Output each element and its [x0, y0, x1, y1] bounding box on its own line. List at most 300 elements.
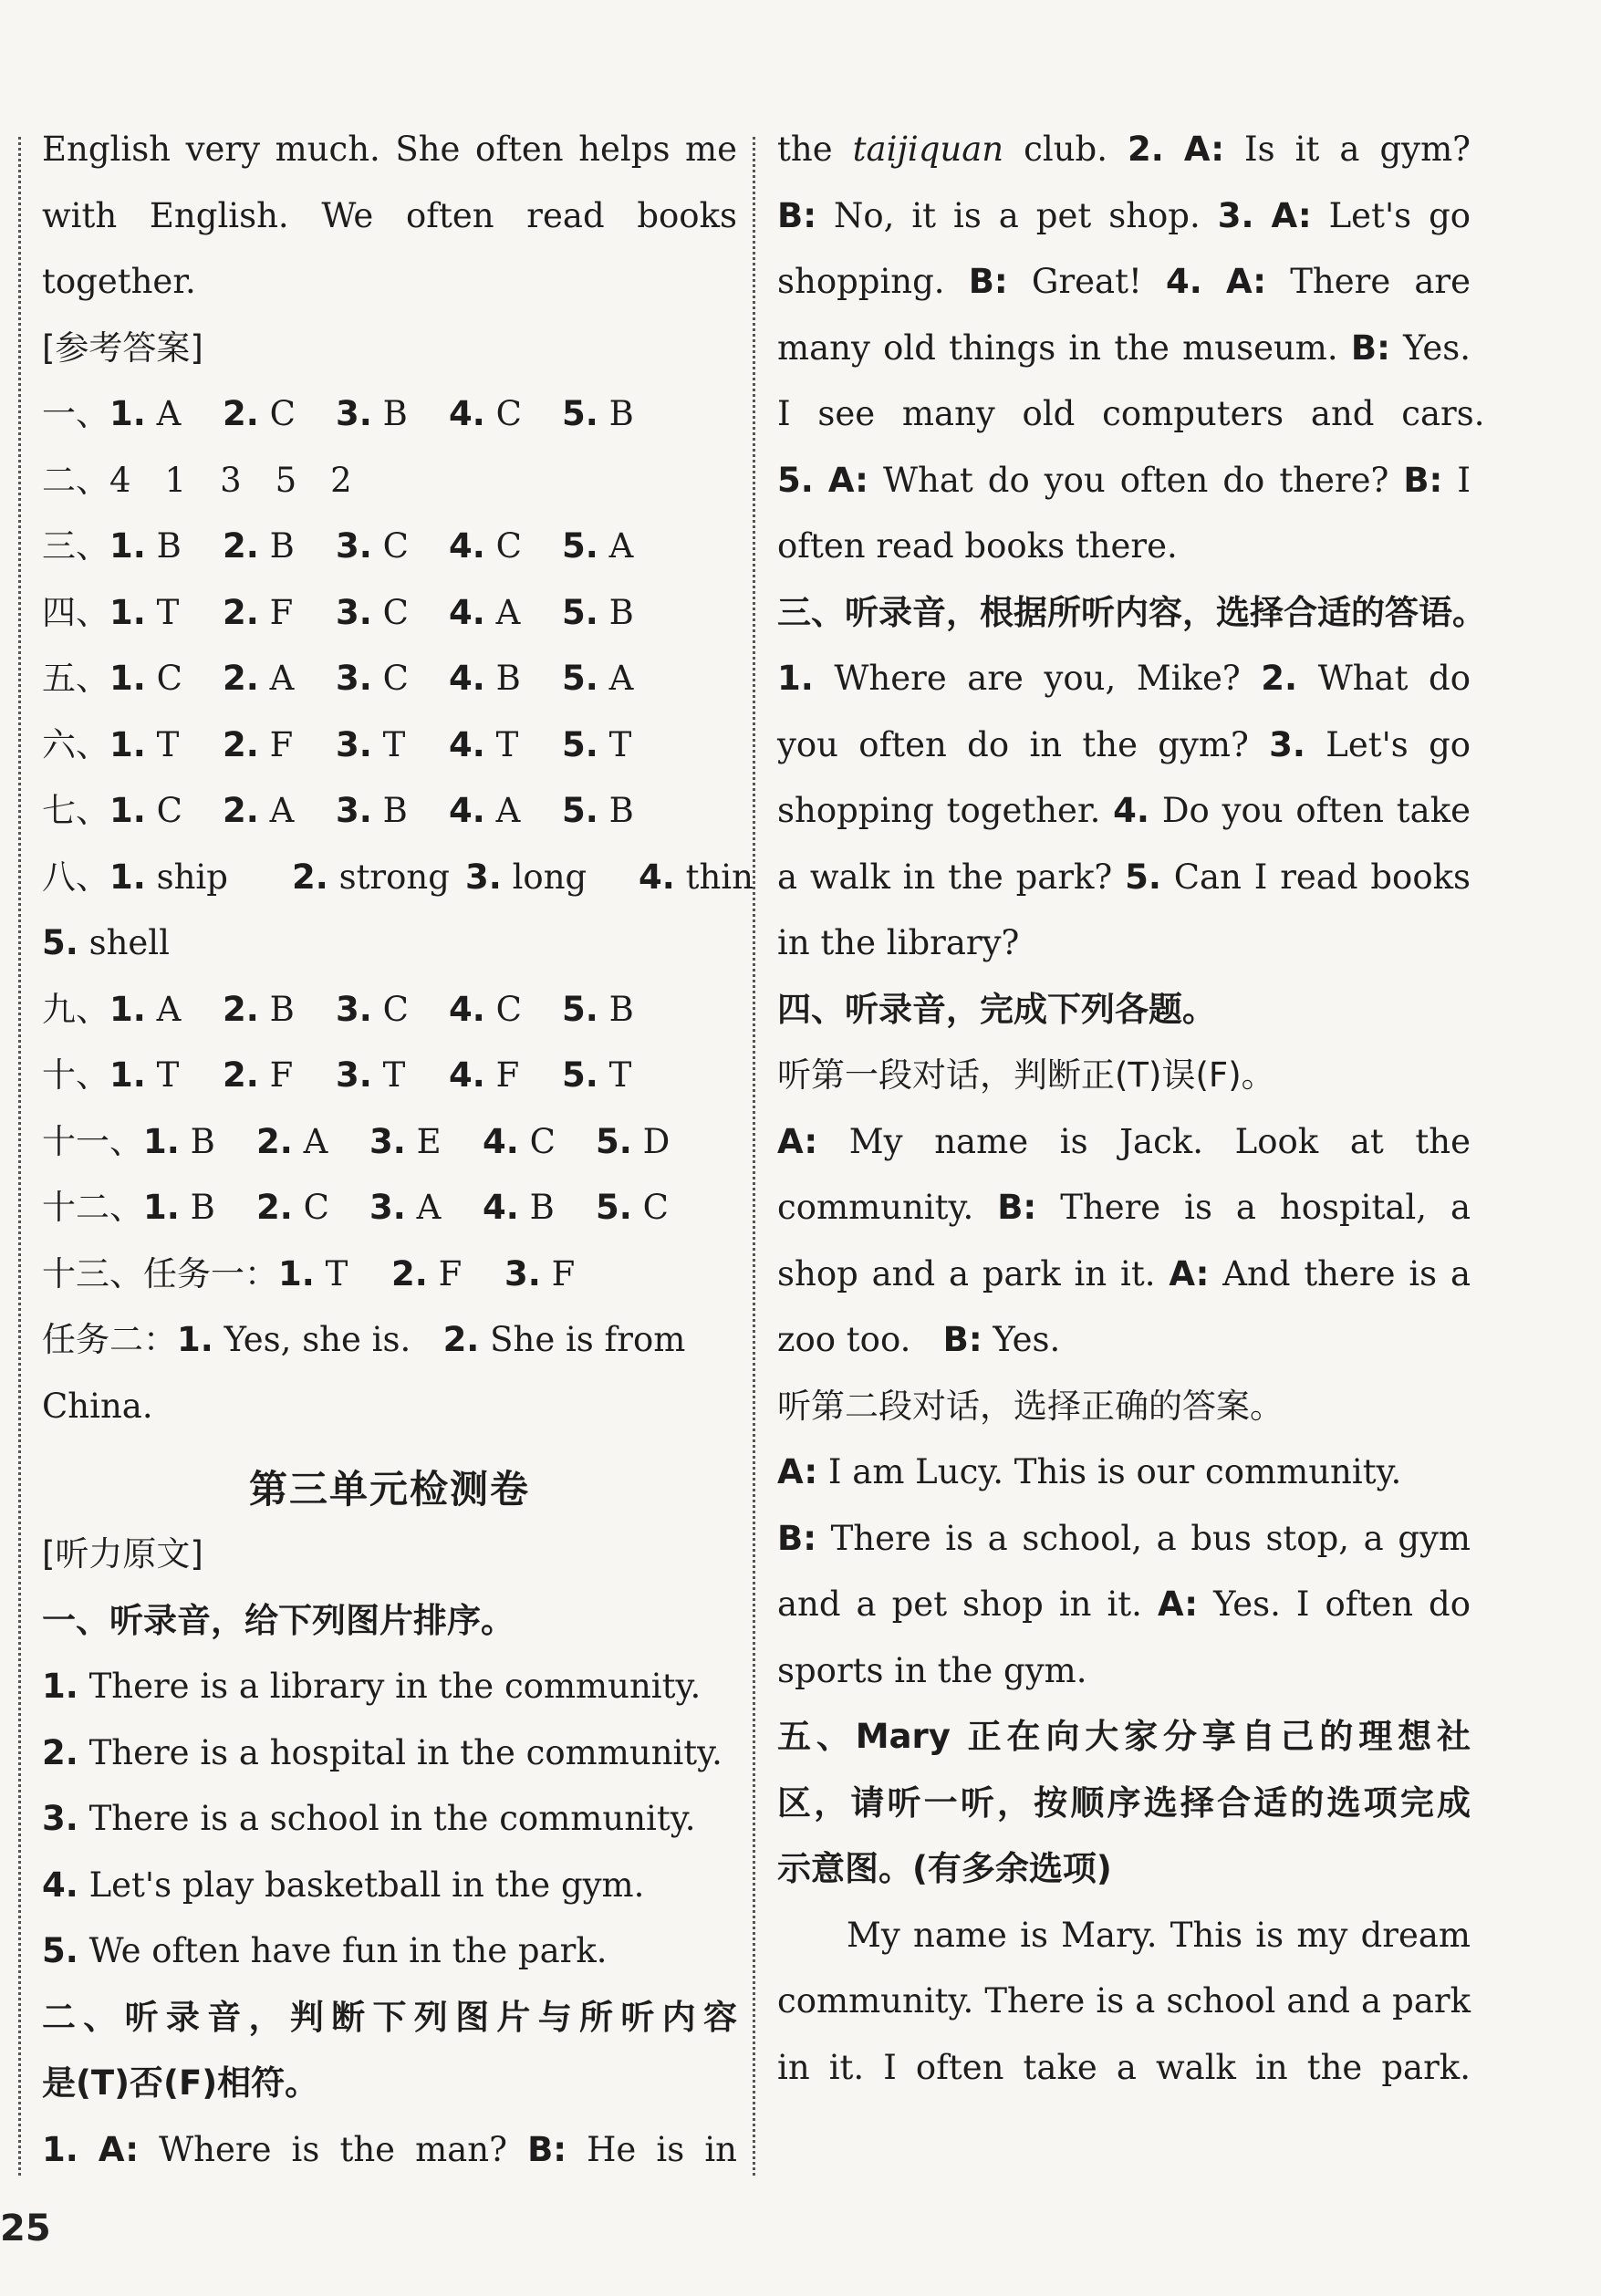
text: and a pet shop in it.	[777, 1584, 1142, 1624]
answer-value: C	[382, 592, 409, 632]
answer-item	[449, 514, 562, 580]
answer-num: 5.	[562, 791, 598, 830]
answer-value: A	[269, 791, 295, 830]
answer-row	[42, 1109, 737, 1176]
answer-label: [参考答案]	[42, 327, 203, 368]
answer-item	[109, 977, 223, 1044]
answer-num: 4.	[449, 791, 485, 830]
part1-item	[42, 1918, 737, 1985]
part1-item	[42, 1786, 737, 1853]
passage-line: with English. We often read books	[42, 195, 737, 235]
answer-value: A	[495, 592, 521, 632]
answer-item	[369, 1109, 483, 1176]
answer-num: 4.	[449, 724, 485, 764]
answer-num: 1.	[109, 659, 146, 698]
answer-value: F	[269, 724, 294, 764]
answer-value: C	[303, 1188, 329, 1227]
task2-label: 任务二：	[42, 1320, 177, 1359]
answer-item	[256, 1175, 369, 1242]
answer-num: 3.	[369, 1121, 406, 1161]
answer-item	[336, 580, 449, 647]
answer-item	[562, 580, 675, 647]
answer-num: 1.	[278, 1253, 315, 1293]
part2-title: 二、听录音，判断下列图片与所听内容	[42, 1997, 737, 2037]
q-num: 3.	[1217, 195, 1254, 235]
part4-title: 四、听录音，完成下列各题。	[777, 989, 1216, 1029]
part3-line	[777, 778, 1471, 845]
q-num: 5.	[1125, 857, 1161, 897]
task2-q2-num: 2.	[442, 1320, 480, 1359]
answer-item	[483, 1109, 596, 1176]
text: you often do in the gym?	[777, 724, 1249, 764]
answer-item	[483, 1175, 596, 1242]
left-column	[42, 117, 754, 2183]
answer-num: 2.	[223, 394, 259, 433]
dialogue-line	[777, 316, 1471, 382]
part1-text: There is a library in the community.	[88, 1667, 702, 1706]
answer-value: B	[382, 791, 408, 830]
answer-row-label: 十一、	[42, 1121, 143, 1161]
answer-value: B	[608, 989, 634, 1029]
answer-value: C	[495, 989, 522, 1029]
answer-row-label: 十三、任务一：	[42, 1253, 278, 1293]
q-num: 2.	[1261, 659, 1298, 698]
part4-line	[777, 1506, 1471, 1573]
answer-value: B	[382, 394, 408, 433]
text: shopping together.	[777, 791, 1101, 830]
answer-task2	[42, 1307, 737, 1374]
part4-line	[777, 1242, 1471, 1308]
part2-q1	[42, 2117, 737, 2184]
answer-num: 1.	[109, 724, 146, 764]
speaker-b: B:	[997, 1188, 1037, 1227]
answer-item	[109, 778, 223, 845]
answer-num: 1.	[109, 526, 146, 566]
text: I	[1457, 460, 1471, 500]
speaker-b: B:	[942, 1320, 982, 1359]
part4-line	[777, 1439, 1471, 1506]
answer-value: B	[156, 526, 182, 566]
passage-line: English very much. She often helps me	[42, 130, 737, 169]
answer-value: C	[529, 1121, 556, 1161]
answer-num: 5.	[42, 923, 78, 962]
answer-row	[42, 712, 737, 779]
italic-term: taijiquan	[852, 130, 1004, 169]
text: I am Lucy. This is our community.	[827, 1452, 1402, 1491]
answer-row	[42, 845, 754, 911]
speaker-b: B:	[527, 2129, 567, 2169]
part3-title: 三、听录音，根据所听内容，选择合适的答语。	[777, 592, 1486, 632]
answer-num: 5.	[596, 1121, 632, 1161]
speaker-b: B:	[777, 1518, 816, 1558]
answer-item	[223, 778, 336, 845]
answer-num: 5.	[562, 659, 598, 698]
task2-q1-num: 1.	[177, 1320, 213, 1359]
answer-item	[336, 514, 449, 580]
answer-value: B	[269, 526, 295, 566]
q-num: 3.	[1269, 724, 1305, 764]
answer-item	[109, 381, 223, 448]
answer-value: A	[269, 659, 295, 698]
answer-item	[336, 646, 449, 712]
answer-value: B	[608, 592, 634, 632]
part4-line	[777, 1572, 1471, 1638]
answer-row-label: 四、	[42, 592, 109, 632]
speaker-a: A:	[777, 1121, 818, 1161]
answer-value: F	[551, 1253, 576, 1293]
dialogue-line	[777, 249, 1471, 316]
answer-value: T	[156, 724, 180, 764]
dialogue-line: I see many old computers and cars.	[777, 394, 1485, 433]
speaker-a: A:	[1271, 195, 1312, 235]
answer-value: B	[529, 1188, 555, 1227]
answer-item	[449, 778, 562, 845]
answer-value: ship	[156, 857, 228, 897]
part3-line	[777, 845, 1471, 911]
answer-value: T	[608, 1055, 632, 1095]
text: There is a school, a bus stop, a gym	[830, 1518, 1471, 1558]
part4-subtitle: 听第二段对话，选择正确的答案。	[777, 1386, 1284, 1426]
answer-item	[562, 514, 675, 580]
answer-num: 5.	[562, 1055, 598, 1095]
answer-row	[42, 1043, 737, 1109]
answer-value: B	[608, 791, 634, 830]
answer-value: T	[156, 1055, 180, 1095]
answer-num: 4.	[449, 526, 485, 566]
answer-num: 2.	[223, 724, 259, 764]
answer-row	[42, 580, 737, 647]
part3-line	[777, 646, 1471, 712]
passage-line: My name is Mary. This is my dream	[847, 1915, 1471, 1955]
text: many old things in the museum.	[777, 327, 1338, 368]
answer-item	[391, 1242, 504, 1308]
answer-item	[596, 1109, 709, 1176]
speaker-a: A:	[1169, 1253, 1210, 1293]
q-num: 1.	[42, 1667, 78, 1706]
part1-item	[42, 1654, 737, 1720]
answer-num: 3.	[336, 592, 372, 632]
answer-num: 2.	[223, 1055, 259, 1095]
text: a walk in the park?	[777, 857, 1113, 897]
answer-value: B	[190, 1121, 215, 1161]
answer-num: 3.	[336, 791, 372, 830]
answer-item	[292, 845, 465, 911]
answer-num: 2.	[223, 989, 259, 1029]
task2-q1-answer: Yes, she is.	[224, 1320, 411, 1359]
answer-num: 3.	[336, 394, 372, 433]
q-num: 5.	[777, 460, 814, 500]
answer-row	[42, 381, 737, 448]
speaker-a: A:	[98, 2129, 140, 2169]
answer-value: T	[156, 592, 180, 632]
answer-row-label: 五、	[42, 659, 109, 698]
speaker-b: B:	[1403, 460, 1443, 500]
answer-value: C	[156, 659, 182, 698]
answer-value: C	[382, 526, 409, 566]
answer-item	[562, 646, 675, 712]
answer-value: A	[156, 394, 182, 433]
passage-line: together.	[42, 262, 196, 301]
speaker-b: B:	[968, 262, 1008, 301]
text: Do you often take	[1161, 791, 1471, 830]
answer-row-label: 六、	[42, 724, 109, 764]
answer-item	[223, 580, 336, 647]
answer-item	[504, 1242, 618, 1308]
answer-item	[449, 646, 562, 712]
part4-line: sports in the gym.	[777, 1650, 1087, 1690]
answer-row	[42, 646, 737, 712]
answer-num: 3.	[336, 1055, 372, 1095]
answer-value: C	[269, 394, 296, 433]
dialogue-line: often read books there.	[777, 526, 1178, 566]
answer-row-label: 一、	[42, 394, 109, 433]
text: the	[777, 130, 833, 169]
answer-value: A	[495, 791, 521, 830]
text: Yes. I often do	[1213, 1584, 1471, 1624]
answer-item	[562, 977, 675, 1044]
answer-item	[562, 778, 675, 845]
answer-num: 1.	[143, 1188, 180, 1227]
answer-value: C	[495, 526, 522, 566]
part1-list	[42, 1654, 737, 1985]
answer-num: 5.	[562, 989, 598, 1029]
answer-num: 2.	[223, 791, 259, 830]
text: Where are you, Mike?	[834, 659, 1241, 698]
answer-row-label: 十、	[42, 1055, 109, 1095]
answer-value: F	[438, 1253, 463, 1293]
answer-item	[42, 910, 215, 977]
answer-row-label: 七、	[42, 791, 109, 830]
passage-line: community. There is a school and a park	[777, 1981, 1471, 2021]
answer-item	[465, 845, 639, 911]
answer-item	[256, 1109, 369, 1176]
answer-num: 3.	[336, 659, 372, 698]
dialogue-line	[777, 117, 1471, 183]
answer-value: A	[303, 1121, 328, 1161]
q-num: 5.	[42, 1931, 78, 1970]
part1-text: There is a school in the community.	[88, 1799, 696, 1838]
q-num: 2.	[1128, 130, 1164, 169]
part4-line	[777, 1307, 1471, 1374]
answer-value: T	[382, 1055, 406, 1095]
answer-item	[223, 381, 336, 448]
answer-num: 3.	[336, 724, 372, 764]
answer-value: C	[382, 659, 409, 698]
text: Yes.	[993, 1320, 1061, 1359]
answer-row	[42, 1242, 737, 1308]
answer-value: shell	[88, 923, 170, 962]
speaker-b: B:	[777, 195, 816, 235]
answer-value: thin	[685, 857, 754, 897]
dialogue-text: He is in	[587, 2129, 737, 2169]
answer-item	[278, 1242, 391, 1308]
answer-row	[42, 778, 737, 845]
text: Let's go	[1326, 724, 1471, 764]
answer-item	[449, 1043, 562, 1109]
text: My name is Jack. Look at the	[848, 1121, 1471, 1161]
part5-title: 区，请听一听，按顺序选择合适的选项完成	[777, 1782, 1471, 1823]
answer-row-label: 二、	[42, 460, 109, 500]
answer-num: 4.	[449, 659, 485, 698]
q-num: 4.	[1113, 791, 1149, 830]
speaker-b: B:	[1350, 327, 1390, 368]
answer-num: 5.	[562, 526, 598, 566]
answer-item	[143, 1175, 256, 1242]
answer-row-label: 九、	[42, 989, 109, 1029]
answer-num: 5.	[562, 724, 598, 764]
answer-num: 3.	[465, 857, 502, 897]
text: shopping.	[777, 262, 945, 301]
answer-value: C	[642, 1188, 669, 1227]
part1-text: Let's play basketball in the gym.	[88, 1865, 645, 1905]
answer-item	[109, 514, 223, 580]
answer-item	[449, 712, 562, 779]
part4-subtitle: 听第一段对话，判断正(T)误(F)。	[777, 1055, 1275, 1095]
task2-q2-continued: China.	[42, 1386, 153, 1426]
answer-value: F	[495, 1055, 520, 1095]
answer-num: 1.	[143, 1121, 180, 1161]
answer-value: D	[642, 1121, 671, 1161]
answer-item	[109, 1043, 223, 1109]
answer-row	[42, 448, 737, 514]
answer-value: E	[416, 1121, 442, 1161]
part4-line	[777, 1175, 1471, 1242]
answer-row	[42, 910, 737, 977]
text: Great!	[1031, 262, 1142, 301]
answer-item	[336, 381, 449, 448]
answer-row	[42, 977, 737, 1044]
part1-title: 一、听录音，给下列图片排序。	[42, 1600, 515, 1640]
answer-num: 4.	[449, 1055, 485, 1095]
q-num: 1.	[777, 659, 814, 698]
part1-text: We often have fun in the park.	[88, 1931, 608, 1970]
answer-item	[143, 1109, 256, 1176]
answer-num: 4.	[449, 989, 485, 1029]
answer-num: 2.	[223, 592, 259, 632]
part2-title-cont: 是(T)否(F)相符。	[42, 2063, 319, 2103]
answer-num: 5.	[562, 592, 598, 632]
text: And there is a	[1222, 1253, 1471, 1293]
left-margin-divider	[18, 137, 21, 2176]
speaker-a: A:	[827, 460, 868, 500]
answer-item	[336, 1043, 449, 1109]
answer-num: 3.	[504, 1253, 541, 1293]
part3-line	[777, 712, 1471, 779]
part3-line: in the library?	[777, 923, 1020, 962]
text: Is it a gym?	[1244, 130, 1471, 169]
answer-item	[562, 1043, 675, 1109]
answer-item	[223, 646, 336, 712]
speaker-a: A:	[777, 1452, 818, 1491]
answer-value: C	[156, 791, 182, 830]
answer-value: A	[608, 659, 634, 698]
answer-item	[109, 580, 223, 647]
answer-item	[596, 1175, 709, 1242]
text: community.	[777, 1188, 974, 1227]
answer-value: T	[495, 724, 519, 764]
answer-num: 3.	[336, 989, 372, 1029]
answer-value: B	[269, 989, 295, 1029]
answer-item	[449, 381, 562, 448]
answer-item	[109, 845, 292, 911]
answer-num: 2.	[223, 659, 259, 698]
answer-row-label: 三、	[42, 526, 109, 566]
text: club.	[1024, 130, 1107, 169]
answer-item	[223, 977, 336, 1044]
answer-list	[42, 381, 754, 1307]
answer-num: 2.	[256, 1121, 293, 1161]
answer-item	[562, 712, 675, 779]
text: There is a hospital, a	[1060, 1188, 1471, 1227]
speaker-a: A:	[1183, 130, 1224, 169]
text: zoo too.	[777, 1320, 911, 1359]
column-divider	[753, 137, 755, 2176]
answer-value: B	[608, 394, 634, 433]
text: There are	[1290, 262, 1471, 301]
speaker-a: A:	[1157, 1584, 1199, 1624]
text: Let's go	[1328, 195, 1471, 235]
answer-num: 2.	[292, 857, 328, 897]
answer-num: 1.	[109, 592, 146, 632]
answer-value: C	[382, 989, 409, 1029]
answer-num: 4.	[483, 1188, 519, 1227]
listening-label: [听力原文]	[42, 1534, 203, 1574]
answer-value: T	[325, 1253, 348, 1293]
answer-num: 3.	[369, 1188, 406, 1227]
text: What do	[1317, 659, 1471, 698]
task2-q2-answer: She is from	[490, 1320, 686, 1359]
answer-value: A	[156, 989, 182, 1029]
answer-num: 1.	[109, 394, 146, 433]
answer-num: 4.	[639, 857, 675, 897]
answer-item	[562, 381, 675, 448]
passage-line: in it. I often take a walk in the park.	[777, 2047, 1471, 2087]
answer-value: T	[382, 724, 406, 764]
answer-num: 1.	[109, 857, 146, 897]
q-num: 2.	[42, 1732, 78, 1772]
dialogue-line	[777, 448, 1471, 514]
speaker-a: A:	[1225, 262, 1267, 301]
answer-num: 3.	[336, 526, 372, 566]
answer-item	[223, 712, 336, 779]
section-title: 第三单元检测卷	[248, 1467, 530, 1512]
answer-num: 4.	[449, 394, 485, 433]
answer-num: 1.	[109, 791, 146, 830]
q-num: 4.	[42, 1865, 78, 1905]
part1-item	[42, 1720, 737, 1787]
answer-sequence: 4 1 3 5 2	[109, 460, 352, 500]
answer-num: 2.	[256, 1188, 293, 1227]
part5-title: 五、Mary 正在向大家分享自己的理想社	[777, 1717, 1471, 1756]
part1-item	[42, 1853, 737, 1919]
answer-value: F	[269, 1055, 294, 1095]
answer-value: long	[512, 857, 587, 897]
answer-value: strong	[338, 857, 450, 897]
part5-title: 示意图。(有多余选项)	[777, 1849, 1112, 1888]
answer-item	[109, 712, 223, 779]
q-num: 1.	[42, 2129, 78, 2169]
q-num: 4.	[1165, 262, 1202, 301]
answer-num: 1.	[109, 1055, 146, 1095]
text: Can I read books	[1173, 857, 1471, 897]
answer-item	[223, 514, 336, 580]
answer-item	[449, 580, 562, 647]
answer-row	[42, 514, 737, 580]
answer-num: 2.	[391, 1253, 428, 1293]
part4-line	[777, 1109, 1471, 1176]
text: shop and a park in it.	[777, 1253, 1156, 1293]
answer-num: 5.	[596, 1188, 632, 1227]
